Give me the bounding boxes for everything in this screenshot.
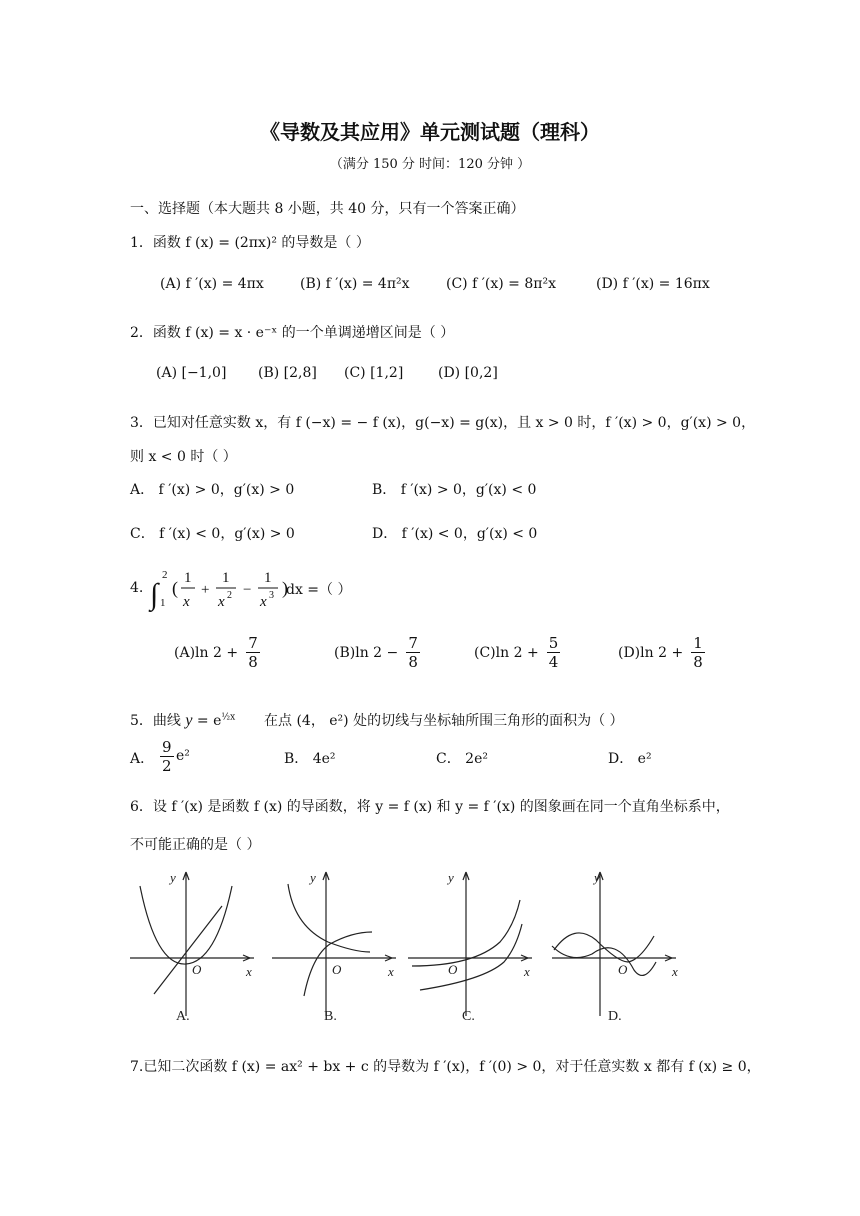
question-3-stem-line1: 3．已知对任意实数 x，有 f (−x) = − f (x)，g(−x) = g(x)，且 x > 0 时，f ′(x) > 0，g′(x) > 0， (130, 415, 756, 431)
q4-c-letter: (C) (474, 645, 496, 661)
plus-sign: + (201, 582, 210, 598)
graph-c-y-label: y (448, 870, 454, 885)
svg-text:3: 3 (269, 590, 274, 601)
q1-option-b: (B) f ′(x) = 4π²x (300, 276, 410, 292)
q4-option-b (334, 634, 420, 671)
graph-b-origin-label: O (332, 962, 342, 977)
graph-a-line (154, 906, 222, 994)
q4-d-text: ln 2 + (640, 645, 684, 661)
q3-option-b: B． f ′(x) > 0，g′(x) < 0 (372, 482, 537, 498)
question-5-prefix: 5．曲线 $y = e^{\frac{1}{2}x}$ (130, 712, 236, 729)
page-subtitle: （满分 150 分 时间：120 分钟 ） (329, 157, 531, 172)
q5-option-a-letter: A． (130, 751, 155, 767)
graph-d-origin-label: O (618, 962, 628, 977)
minus-sign: − (243, 582, 252, 598)
open-paren: ( (172, 578, 178, 598)
q4-d-letter: (D) (618, 645, 641, 661)
q3-option-a: A． f ′(x) > 0，g′(x) > 0 (130, 482, 295, 498)
q4-a-num: 7 (248, 634, 258, 652)
frac3-num: 1 (264, 570, 272, 586)
q2-option-d: (D) [0,2] (438, 365, 498, 381)
frac2-num: 1 (222, 570, 230, 586)
q5-a-den: 2 (162, 757, 172, 775)
page-title: 《导数及其应用》单元测试题（理科） (260, 120, 600, 144)
graph-b-x-label: x (388, 964, 394, 979)
graph-a-x-label: x (246, 964, 252, 979)
graph-c (404, 866, 544, 1026)
integral-lower-limit: 1 (160, 597, 166, 609)
q4-b-den: 8 (408, 653, 418, 671)
q5-option-b: B． 4e² (284, 751, 336, 767)
q1-option-c: (C) f ′(x) = 8π²x (446, 276, 556, 292)
q4-c-num: 5 (548, 634, 559, 652)
graph-d-curve-2 (552, 946, 656, 975)
graph-c-caption: C. (462, 1009, 475, 1024)
question-3-stem-line2: 则 x < 0 时（ ） (130, 449, 237, 465)
q2-option-b: (B) [2,8] (258, 365, 317, 381)
graph-b (268, 866, 408, 1026)
q4-d-num: 1 (693, 634, 703, 652)
q4-a-den: 8 (248, 653, 258, 671)
close-paren: ) (282, 578, 288, 598)
q4-d-den: 8 (693, 653, 703, 671)
q5-option-a-fraction (160, 738, 174, 775)
graph-a-y-label: y (170, 870, 176, 885)
q4-b-text: ln 2 − (355, 645, 399, 661)
q4-c-den: 4 (548, 653, 559, 671)
frac3-den: x (260, 594, 267, 610)
q4-option-c (474, 634, 560, 671)
q4-c-text: ln 2 + (495, 645, 539, 661)
q4-a-letter: (A) (174, 645, 196, 661)
q2-option-a: (A) [−1,0] (156, 365, 227, 381)
q4-c-fraction (547, 634, 561, 671)
graph-b-caption: B. (324, 1009, 337, 1024)
q4-d-fraction (691, 634, 705, 671)
q4-b-letter: (B) (334, 645, 356, 661)
graph-a-origin-label: O (192, 962, 202, 977)
frac2-den: x (218, 594, 225, 610)
q5-a-num: 9 (162, 738, 172, 756)
frac1-num: 1 (184, 570, 192, 586)
q4-b-fraction (406, 634, 420, 671)
question-2-stem: 2．函数 f (x) = x · e⁻ˣ 的一个单调递增区间是（ ） (130, 325, 455, 341)
graph-b-curve-1 (288, 884, 370, 952)
graph-a-caption: A. (176, 1009, 190, 1024)
graph-d-caption: D. (608, 1009, 622, 1024)
q5-option-d: D． e² (608, 751, 652, 767)
question-4-label: 4. (130, 580, 144, 596)
q2-option-c: (C) [1,2] (344, 365, 404, 381)
graph-a (126, 866, 266, 1026)
question-7-stem: 7.已知二次函数 f (x) = ax² + bx + c 的导数为 f ′(x)，f ′(0) > 0，对于任意实数 x 都有 f (x) ≥ 0， (130, 1059, 761, 1075)
q3-option-d: D． f ′(x) < 0，g′(x) < 0 (372, 526, 538, 542)
question-6-stem-line2: 不可能正确的是（ ） (130, 837, 261, 853)
question-1-stem: 1．函数 f (x) = (2πx)² 的导数是（ ） (130, 235, 370, 251)
graph-b-y-label: y (310, 870, 316, 885)
section-heading: 一、选择题（本大题共 8 小题，共 40 分，只有一个答案正确） (130, 201, 525, 217)
q4-a-text: ln 2 + (195, 645, 239, 661)
graph-d (548, 866, 688, 1026)
q5-a-tail: e² (176, 748, 190, 764)
graph-c-origin-label: O (448, 962, 458, 977)
q1-option-d: (D) f ′(x) = 16πx (596, 276, 710, 292)
svg-text:2: 2 (227, 590, 232, 601)
question-6-stem-line1: 6．设 f ′(x) 是函数 f (x) 的导函数，将 y = f (x) 和 y = f ′(x) 的图象画在同一个直角坐标系中， (130, 799, 730, 815)
integral-upper-limit: 2 (162, 569, 168, 581)
graph-d-y-label: y (594, 870, 600, 885)
q4-a-fraction (246, 634, 260, 671)
q4-option-a (174, 634, 260, 671)
q4-tail: dx =（ ） (286, 582, 352, 598)
frac1-den: x (183, 594, 190, 610)
integral-sign: ∫ (150, 578, 159, 611)
graph-d-x-label: x (672, 964, 678, 979)
graph-c-x-label: x (524, 964, 530, 979)
question-5-stem: 在点 (4， e²) 处的切线与坐标轴所围三角形的面积为（ ） (264, 713, 624, 729)
q3-option-c: C． f ′(x) < 0，g′(x) > 0 (130, 526, 295, 542)
q4-b-num: 7 (408, 634, 418, 652)
q5-option-c: C． 2e² (436, 751, 488, 767)
q4-option-d (618, 634, 705, 671)
q1-option-a: (A) f ′(x) = 4πx (160, 276, 264, 292)
